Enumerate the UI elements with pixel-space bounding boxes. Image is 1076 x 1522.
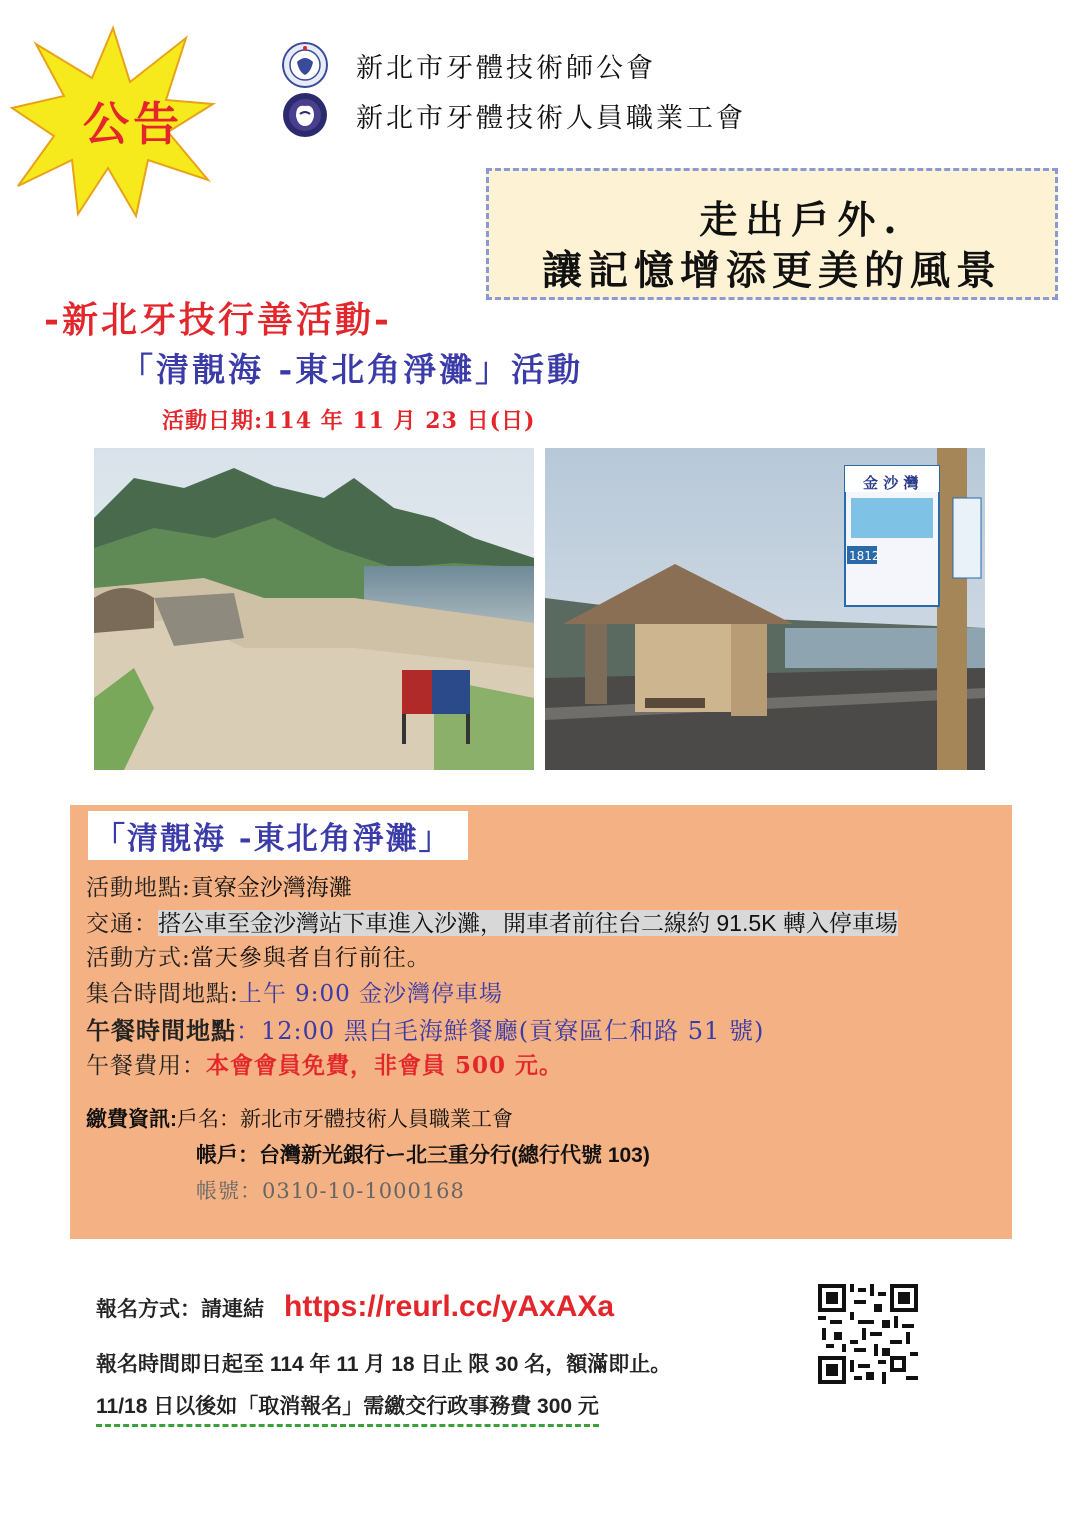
info-heading: 「清靚海 -東北角淨灘」 [88, 811, 468, 860]
org-row-union [282, 92, 746, 138]
account-number: 帳號：0310-10-1000168 [196, 1179, 465, 1203]
fee-value: 本會會員免費，非會員 500 元。 [206, 1052, 564, 1079]
union-logo-icon [282, 92, 328, 138]
beach-photo [94, 448, 534, 770]
method-value: 當天參與者自行前往。 [190, 945, 431, 971]
payment-line [86, 1103, 513, 1133]
info-box [70, 805, 1012, 1239]
transport-line [86, 905, 898, 938]
org-name-guild: 新北市牙體技術師公會 [356, 52, 656, 84]
slogan-line-1: 走出戶外. [699, 197, 905, 242]
bus-sign-title: 金 沙 灣 [863, 474, 919, 492]
bank-value: 帳戶：台灣新光銀行ー北三重分行(總行代號 103) [196, 1144, 650, 1167]
transport-value: 搭公車至金沙灣站下車進入沙灘，開車者前往台二線約 91.5K 轉入停車場 [158, 910, 898, 936]
account-number-line [196, 1175, 465, 1205]
fee-line [86, 1047, 563, 1080]
slogan-line-2: 讓記憶增添更美的風景 [542, 247, 1002, 294]
location-line [86, 869, 352, 902]
bank-line [196, 1139, 650, 1169]
registration-cancel-line [96, 1390, 599, 1420]
meet-value: 上午 9:00 金沙灣停車場 [238, 981, 504, 1007]
registration-period: 報名時間即日起至 114 年 11 月 18 日止 限 30 名，額滿即止。 [96, 1353, 672, 1376]
payment-label: 繳費資訊: [86, 1108, 177, 1131]
event-title: -新北牙技行善活動- [44, 299, 392, 341]
location-label: 活動地點: [86, 875, 191, 901]
registration-link[interactable]: https://reurl.cc/yAxAXa [284, 1290, 615, 1323]
event-date: 活動日期:114 年 11 月 23 日(日) [162, 408, 536, 434]
fee-label: 午餐費用： [86, 1053, 206, 1079]
org-name-union: 新北市牙體技術人員職業工會 [356, 102, 746, 134]
registration-label: 報名方式：請連結 [96, 1298, 264, 1321]
qr-code-icon[interactable] [818, 1284, 918, 1384]
transport-label: 交通： [86, 911, 158, 937]
announcement-badge-label: 公告 [83, 97, 183, 151]
bus-route-number: 1812 [849, 549, 880, 563]
registration-method [96, 1290, 614, 1324]
lunch-line [86, 1011, 764, 1046]
meet-label: 集合時間地點: [86, 981, 239, 1007]
method-line [86, 939, 431, 972]
location-value: 貢寮金沙灣海灘 [190, 874, 352, 900]
account-name: 戶名：新北市牙體技術人員職業工會 [177, 1108, 513, 1131]
registration-cancel-note: 11/18 日以後如「取消報名」需繳交行政事務費 300 元 [96, 1395, 599, 1427]
method-label: 活動方式: [86, 945, 191, 971]
lunch-label: 午餐時間地點 [86, 1016, 236, 1045]
event-subtitle: 「清靚海 -東北角淨灘」活動 [120, 350, 584, 389]
slogan-box [486, 168, 1058, 300]
bus-stop-photo [545, 448, 985, 770]
guild-logo-icon [282, 42, 328, 88]
meet-line [86, 975, 503, 1008]
lunch-value: ：12:00 黑白毛海鮮餐廳(貢寮區仁和路 51 號) [236, 1017, 765, 1045]
org-row-guild [282, 42, 656, 88]
